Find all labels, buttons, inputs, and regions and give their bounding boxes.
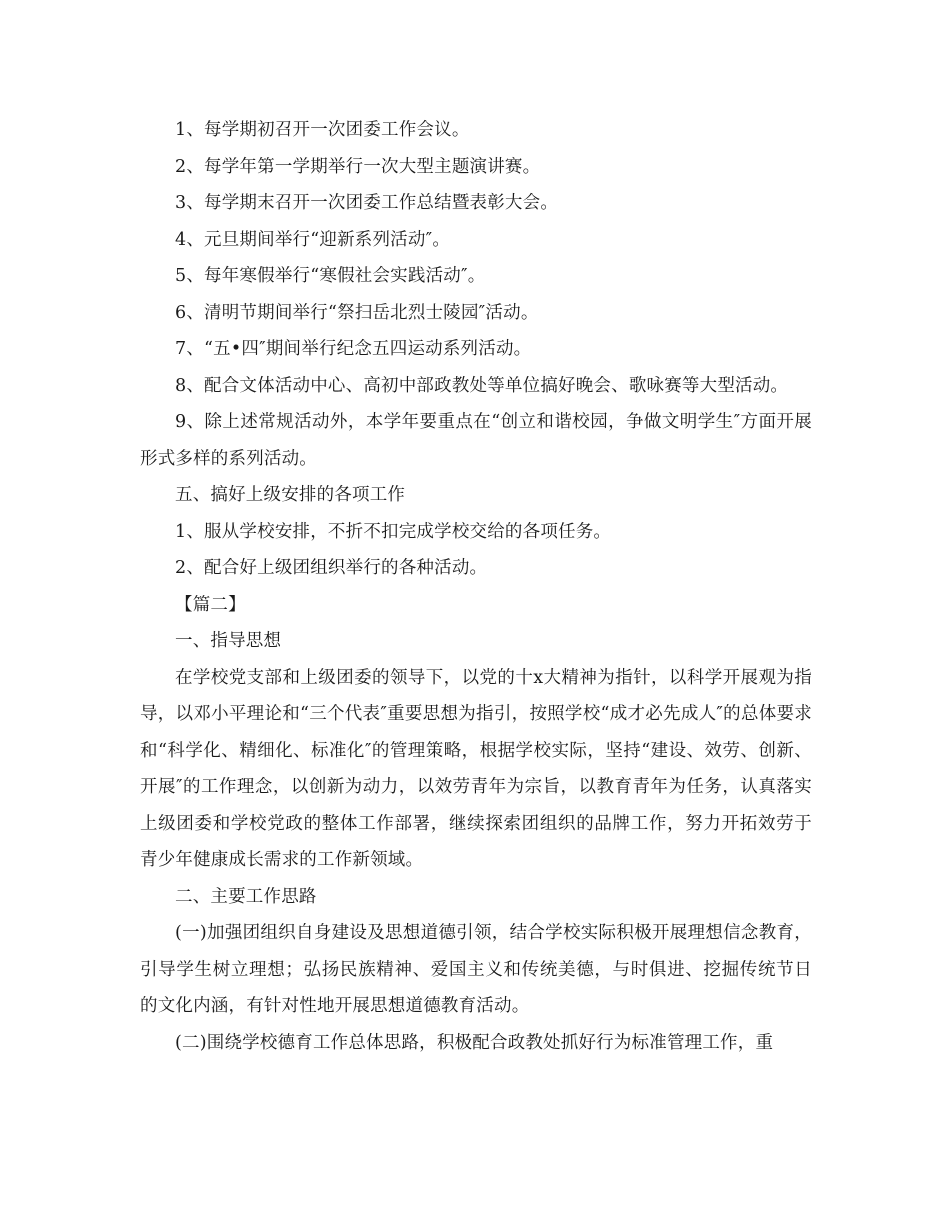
- list-item: 5、每年寒假举行“寒假社会实践活动″。: [175, 266, 486, 286]
- section-heading: 一、指导思想: [175, 631, 282, 651]
- list-item: 9、除上述常规活动外，本学年要重点在“创立和谐校园，争做文明学生″方面开展形式多样的系列活动。: [140, 412, 812, 469]
- document-page: [140, 112, 812, 1061]
- part-heading: 【篇二】: [175, 594, 246, 615]
- list-item: 3、每学期末召开一次团委工作总结暨表彰大会。: [175, 193, 559, 213]
- list-item: 6、清明节期间举行“祭扫岳北烈士陵园″活动。: [175, 302, 539, 323]
- body-paragraph: 在学校党支部和上级团委的领导下，以党的十x大精神为指针，以科学开展观为指导，以邓小平理论和“三个代表″重要思想为指引，按照学校“成才必先成人″的总体要求和“科学化、精细化、标准化″的管理策略，根据学校实际，坚持“建设、效劳、创新、开展″的工作理念，以创新为动力，以效劳青年为宗旨，以教育青年为任务，认真落实上级团委和学校党政的整体工作部署，继续探索团组织的品牌工作，努力开拓效劳于青少年健康成长需求的工作新领域。: [140, 667, 812, 870]
- list-item: 8、配合文体活动中心、高初中部政教处等单位搞好晚会、歌咏赛等大型活动。: [175, 375, 789, 396]
- list-item: 2、每学年第一学期举行一次大型主题演讲赛。: [175, 156, 541, 177]
- list-item: 7、“五•四″期间举行纪念五四运动系列活动。: [175, 339, 532, 359]
- list-item: 1、每学期初召开一次团委工作会议。: [175, 120, 470, 140]
- section-heading: 五、搞好上级安排的各项工作: [175, 485, 406, 505]
- section-heading: 二、主要工作思路: [175, 886, 317, 907]
- list-item: 4、元旦期间举行“迎新系列活动″。: [175, 229, 451, 250]
- body-paragraph: (二)围绕学校德育工作总体思路，积极配合政教处抓好行为标准管理工作，重: [175, 1032, 774, 1053]
- body-paragraph: (一)加强团组织自身建设及思想道德引领，结合学校实际积极开展理想信念教育，引导学生树立理想；弘扬民族精神、爱国主义和传统美德，与时俱进、挖掘传统节日的文化内涵，有针对性地开展思想道德教育活动。: [140, 923, 812, 1016]
- list-item: 1、服从学校安排，不折不扣完成学校交给的各项任务。: [175, 521, 612, 542]
- list-item: 2、配合好上级团组织举行的各种活动。: [175, 558, 488, 578]
